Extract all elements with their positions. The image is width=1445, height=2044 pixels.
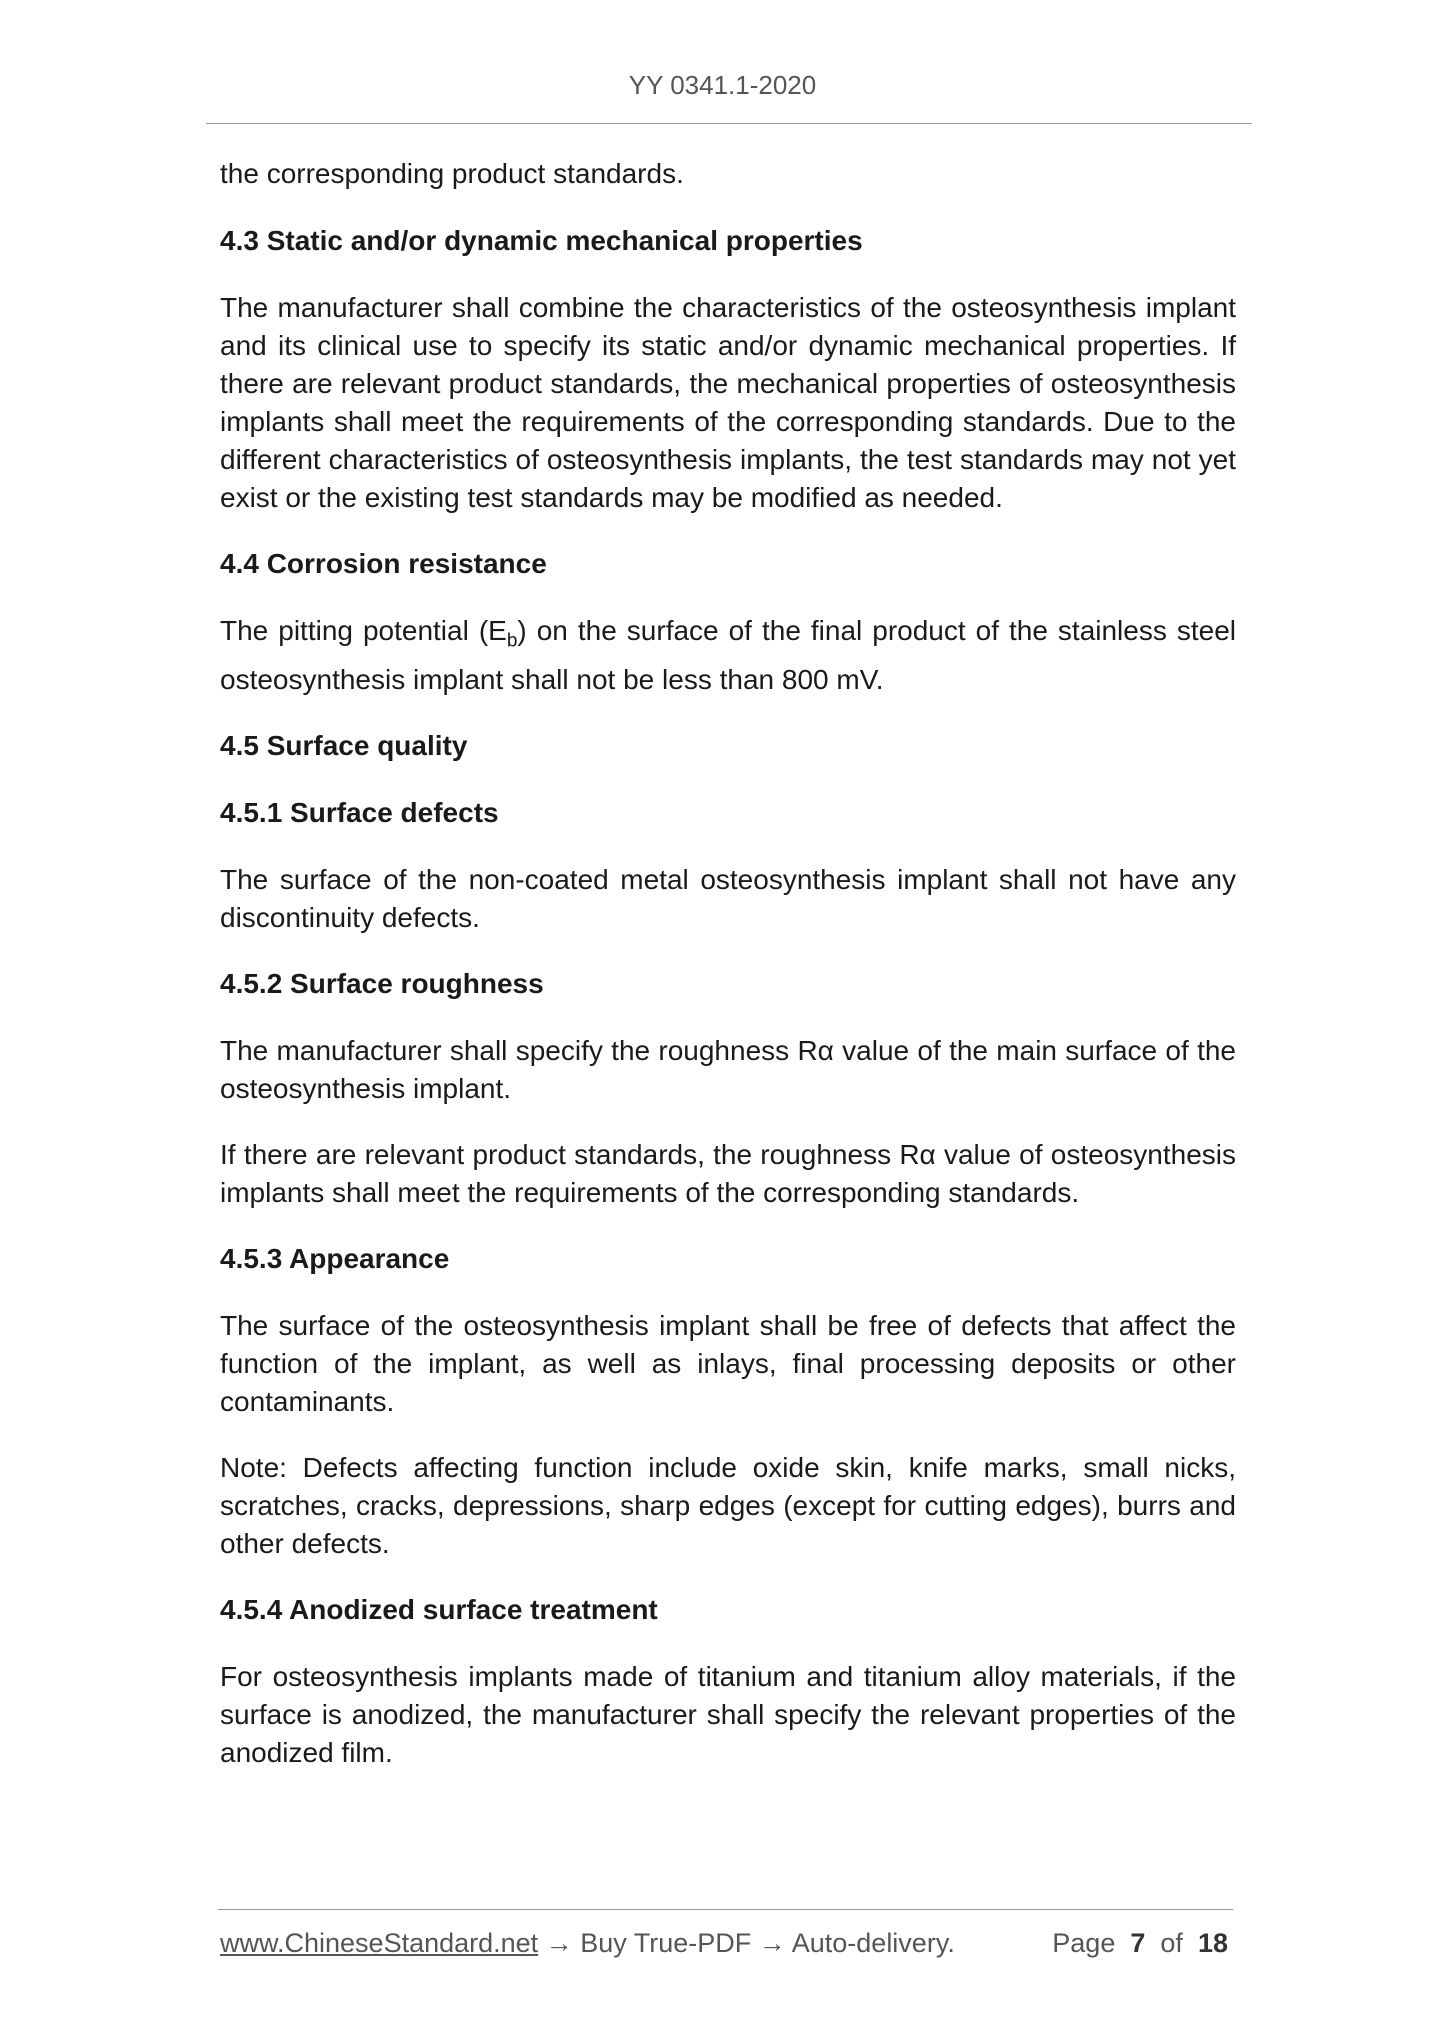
footer-tagline: → Buy True-PDF → Auto-delivery. xyxy=(538,1928,955,1958)
paragraph-4-5-2-b: If there are relevant product standards, the roughness Rα value of osteosynthesis implants shall meet the requirements of the corresponding standards. xyxy=(220,1138,1236,1208)
page-total: 18 xyxy=(1197,1928,1228,1958)
section-heading-4-5-4: 4.5.4 Anodized surface treatment xyxy=(220,1593,658,1625)
page-footer xyxy=(220,1928,1228,1959)
section-heading-4-5-3: 4.5.3 Appearance xyxy=(220,1242,450,1274)
footer-divider xyxy=(218,1909,1233,1910)
paragraph-4-5-1: The surface of the non-coated metal osteosynthesis implant shall not have any discontinuity defects. xyxy=(220,863,1236,933)
page-header-standard-code: YY 0341.1-2020 xyxy=(628,70,817,100)
note-4-5-3: Note: Defects affecting function include oxide skin, knife marks, small nicks, scratches, cracks, depressions, sharp edges (except for cutting edges), burrs and other defects. xyxy=(220,1451,1236,1559)
subscript-b: b xyxy=(506,630,518,652)
section-heading-4-3: 4.3 Static and/or dynamic mechanical properties xyxy=(220,225,863,256)
paragraph-4-3: The manufacturer shall combine the characteristics of the osteosynthesis implant and its clinical use to specify its static and/or dynamic mechanical properties. If there are relevant product standards, the mechanical properties of osteosynthesis implants shall meet the requirements of the corresponding standards. Due to the different characteristics of osteosynthesis implants, the test standards may not yet exist or the existing test standards may be modified as needed. xyxy=(220,292,1236,513)
website-link[interactable]: www.ChineseStandard.net xyxy=(220,1928,539,1958)
section-heading-4-5: 4.5 Surface quality xyxy=(220,729,468,761)
paragraph-4-5-3: The surface of the osteosynthesis implant shall be free of defects that affect the function of the implant, as well as inlays, final processing deposits or other contaminants. xyxy=(220,1309,1236,1417)
section-heading-4-5-1: 4.5.1 Surface defects xyxy=(220,796,499,828)
document-body xyxy=(220,155,1236,1800)
section-heading-4-4: 4.4 Corrosion resistance xyxy=(220,548,547,579)
paragraph-4-4-text-start: The pitting potential (E xyxy=(220,615,507,646)
continuation-text: the corresponding product standards. xyxy=(220,158,684,189)
page-current: 7 xyxy=(1130,1928,1146,1958)
section-heading-4-5-2: 4.5.2 Surface roughness xyxy=(220,967,544,999)
paragraph-4-5-4: For osteosynthesis implants made of titanium and titanium alloy materials, if the surface is anodized, the manufacturer shall specify the relevant properties of the anodized film. xyxy=(220,1660,1236,1768)
paragraph-4-4-text-end: ) on the surface of the final product of the stainless steel osteosynthesis implant shall not be less than 800 mV. xyxy=(220,615,1236,695)
page-of: of xyxy=(1160,1928,1183,1958)
header-divider xyxy=(206,123,1252,124)
page-label: Page xyxy=(1052,1928,1116,1958)
paragraph-4-5-2-a: The manufacturer shall specify the roughness Rα value of the main surface of the osteosynthesis implant. xyxy=(220,1034,1236,1104)
page-counter xyxy=(1052,1928,1228,1959)
paragraph-4-4 xyxy=(220,612,1236,699)
